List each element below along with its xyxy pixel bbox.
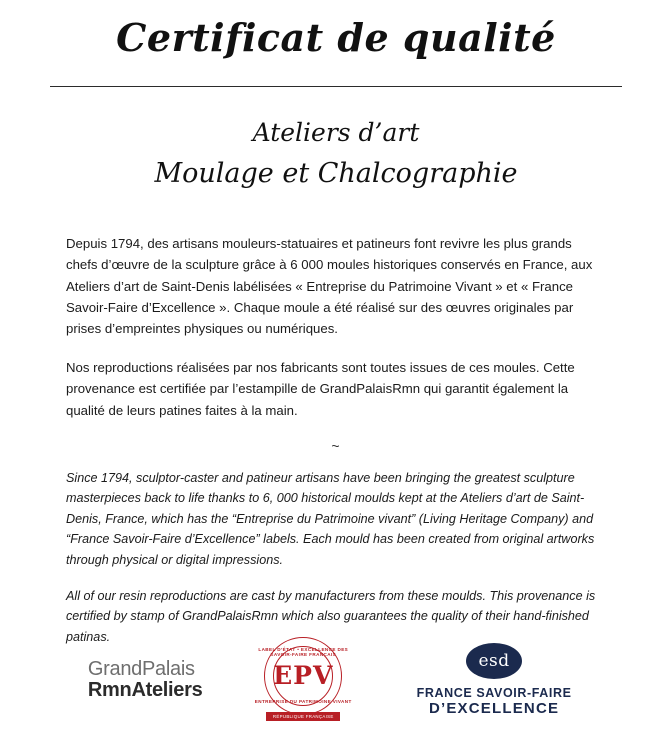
grandpalais-logo-line-2: RmnAteliers <box>87 679 203 701</box>
french-body <box>46 233 626 421</box>
french-paragraph-2: Nos reproductions réalisées par nos fabricants sont toutes issues de ces moules. Cette provenance est certifiée par l’estampille de GrandPalaisRmn qui garantit également la qualité de leurs patines faites à la main. <box>66 359 575 418</box>
title-divider <box>50 86 622 87</box>
grandpalais-rmn-logo <box>88 659 203 701</box>
esd-logo-line-2: D’EXCELLENCE <box>428 700 560 717</box>
english-paragraph-1: Since 1794, sculptor-caster and patineur artisans have been bringing the greatest sculpture masterpieces back to life thanks to 6, 000 historical moulds kept at the Ateliers d’art de Saint-Denis, France, which has the “Entreprise du Patrimoine vivant” (Living Heritage Company) and “France Savoir-Faire d’Excellence” labels. Each mould has been created from original artworks through physical or digital impressions. <box>66 470 595 567</box>
subtitle-block <box>46 117 626 193</box>
epv-letters: EPV <box>273 661 334 690</box>
english-paragraph-2: All of our resin reproductions are cast by manufacturers from these moulds. This provenance is certified by stamp of GrandPalaisRmn which also guarantees the quality of their hand-finished patinas. <box>66 588 596 644</box>
esd-logo-line-1: FRANCE SAVOIR-FAIRE <box>416 686 572 700</box>
logo-row <box>0 634 672 726</box>
france-savoir-faire-logo <box>404 643 584 717</box>
page-title: Certificat de qualité <box>116 15 556 60</box>
epv-republic-band: RÉPUBLIQUE FRANÇAISE <box>266 712 340 721</box>
grandpalais-logo-line-1: GrandPalais <box>87 658 195 680</box>
english-body <box>46 468 626 647</box>
epv-arc-top-text: LABEL D’ÉTAT • EXCELLENCE DES SAVOIR-FAIRE FRANÇAIS <box>258 647 349 657</box>
certificate-page <box>0 16 672 744</box>
subtitle-line-2: Moulage et Chalcographie <box>154 158 518 190</box>
epv-label-icon <box>250 637 356 723</box>
french-paragraph-1: Depuis 1794, des artisans mouleurs-statuaires et patineurs font revivre les plus grands chefs d’œuvre de la sculpture grâce à 6 000 moules historiques conservés en France, aux Ateliers d’art de Saint-Denis labélisées « Entreprise du Patrimoine Vivant » et « France Savoir-Faire d’Excellence ». Chaque moule a été réalisé sur des œuvres originales par prises d’empreintes physiques ou numériques. <box>66 235 593 337</box>
epv-arc-bottom-text: ENTREPRISE DU PATRIMOINE VIVANT <box>254 699 352 704</box>
subtitle-line-1: Ateliers d’art <box>252 117 420 147</box>
section-separator: ~ <box>331 437 341 454</box>
esd-badge-icon: esd <box>466 643 522 679</box>
